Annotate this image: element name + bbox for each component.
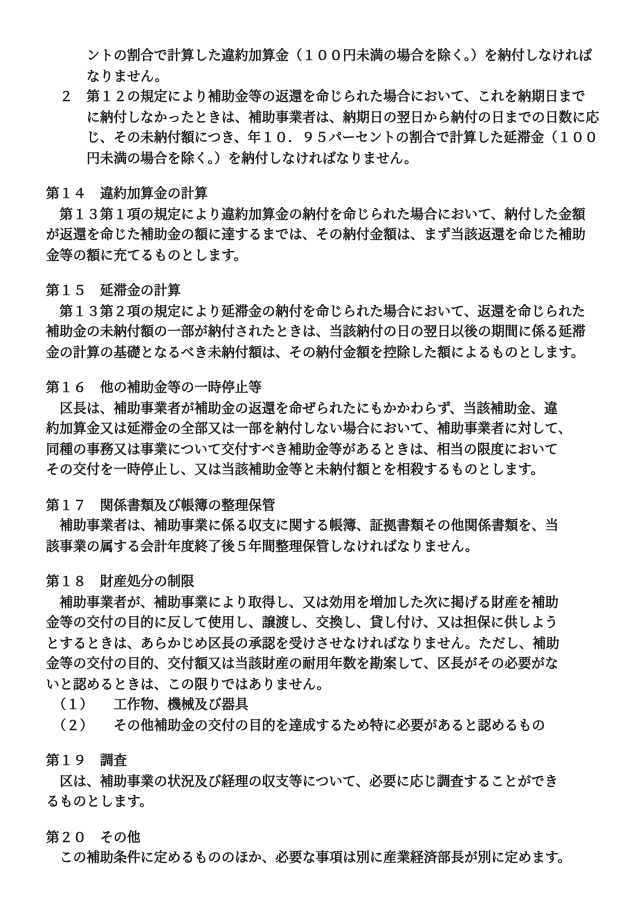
section-heading: 第１７ 関係書類及び帳簿の整理保管	[46, 497, 276, 513]
clause-section-dai18	[46, 572, 600, 736]
clause-body-line: （１） 工作物、機械及び器具	[46, 697, 249, 712]
document-body	[46, 46, 600, 869]
clause-continuation-line: なりません。	[46, 68, 169, 84]
section-heading: 第１９ 調査	[46, 753, 127, 768]
clause-body-line: （２） その他補助金の交付の目的を達成するため特に必要があると認めるもの	[46, 717, 546, 733]
clause-body-line: 約加算金又は延滞金の全部又は一部を納付しない場合において、補助事業者に対して、	[46, 421, 572, 436]
clause-body-line: とするときは、あらかじめ区長の承認を受けさせなければなりません。ただし、補助	[46, 635, 560, 651]
clause-continuation-line: に納付しなかったときは、補助事業者は、納期日の翌日から納付の日までの日数に応	[46, 109, 600, 125]
clause-body-line: 金等の交付の目的、交付額又は当該財産の耐用年数を勘案して、区長がその必要がな	[46, 656, 559, 671]
section-heading: 第２０ その他	[46, 829, 141, 845]
clause-body-line: 補助事業者が、補助事業により取得し、又は効用を増加した次に掲げる財産を補助	[46, 594, 559, 610]
clause-section-dai17	[46, 496, 600, 558]
clause-body-line: 第１３第１項の規定により違約加算金の納付を命じられた場合において、納付した金額	[46, 206, 586, 222]
section-heading: 第１６ 他の補助金等の一時停止等	[46, 380, 262, 395]
clause-body-line: 金等の額に充てるものとします。	[46, 247, 248, 263]
clause-body-line: 該事業の属する会計年度終了後５年間整理保管しなければなりません。	[46, 538, 479, 554]
clause-body-line: 同種の事務又は事業について交付すべき補助金等があるときは、相当の限度において	[46, 441, 559, 457]
clause-body-line: が返還を命じた補助金の額に達するまでは、その納付金額は、まず当該返還を命じた補助	[46, 227, 586, 242]
clause-body-line: 金等の交付の目的に反して使用し、譲渡し、交換し、貸し付け、又は担保に供しよう	[46, 615, 559, 630]
clause-section-dai15	[46, 281, 600, 363]
clause-continuation-line: ントの割合で計算した違約加算金（１００円未満の場合を除く。）を納付しなければ	[46, 48, 593, 63]
clause-section-dai20	[46, 828, 600, 869]
clause-continuation-line: じ、その未納付額につき、年１０．９５パーセントの割合で計算した延滞金（１００	[46, 130, 599, 145]
section-heading: 第１４ 違約加算金の計算	[46, 186, 208, 201]
clause-body-line: るものとします。	[46, 794, 153, 809]
clause-section-dai19	[46, 751, 600, 813]
clause-body-line: 区長は、補助事業者が補助金の返還を命ぜられたにもかかわらず、当該補助金、違	[46, 400, 558, 416]
clause-body-line: その交付を一時停止し、又は当該補助金等と未納付額とを相殺するものとします。	[46, 462, 545, 477]
clause-body-line: この補助条件に定めるもののほか、必要な事項は別に産業経済部長が別に定めます。	[46, 850, 572, 865]
clause-continuation-line: 円未満の場合を除く。）を納付しなければなりません。	[46, 150, 418, 166]
clause-body-line: 補助事業者は、補助事業に係る収支に関する帳簿、証拠書類その他関係書類を、当	[46, 518, 559, 533]
clause-13-continuation-block	[46, 46, 600, 169]
clause-body-line: 補助金の未納付額の一部が納付されたときは、当該納付の日の翌日以後の期間に係る延滞	[46, 324, 586, 339]
clause-body-line: 区は、補助事業の状況及び経理の収支等について、必要に応じ調査することができ	[46, 773, 559, 789]
section-heading: 第１８ 財産処分の制限	[46, 574, 195, 589]
clause-continuation-line: ２ 第１２の規定により補助金等の返還を命じられた場合において、これを納期日まで	[46, 89, 586, 104]
clause-body-line: いと認めるときは、この限りではありません。	[46, 676, 331, 692]
clause-body-line: 金の計算の基礎となるべき未納付額は、その納付金額を控除した額によるものとします。	[46, 344, 585, 360]
section-heading: 第１５ 延滞金の計算	[46, 283, 181, 298]
clause-section-dai14	[46, 184, 600, 266]
clause-section-dai16	[46, 378, 600, 481]
clause-body-line: 第１３第２項の規定により延滞金の納付を命じられた場合において、返還を命じられた	[46, 303, 586, 319]
